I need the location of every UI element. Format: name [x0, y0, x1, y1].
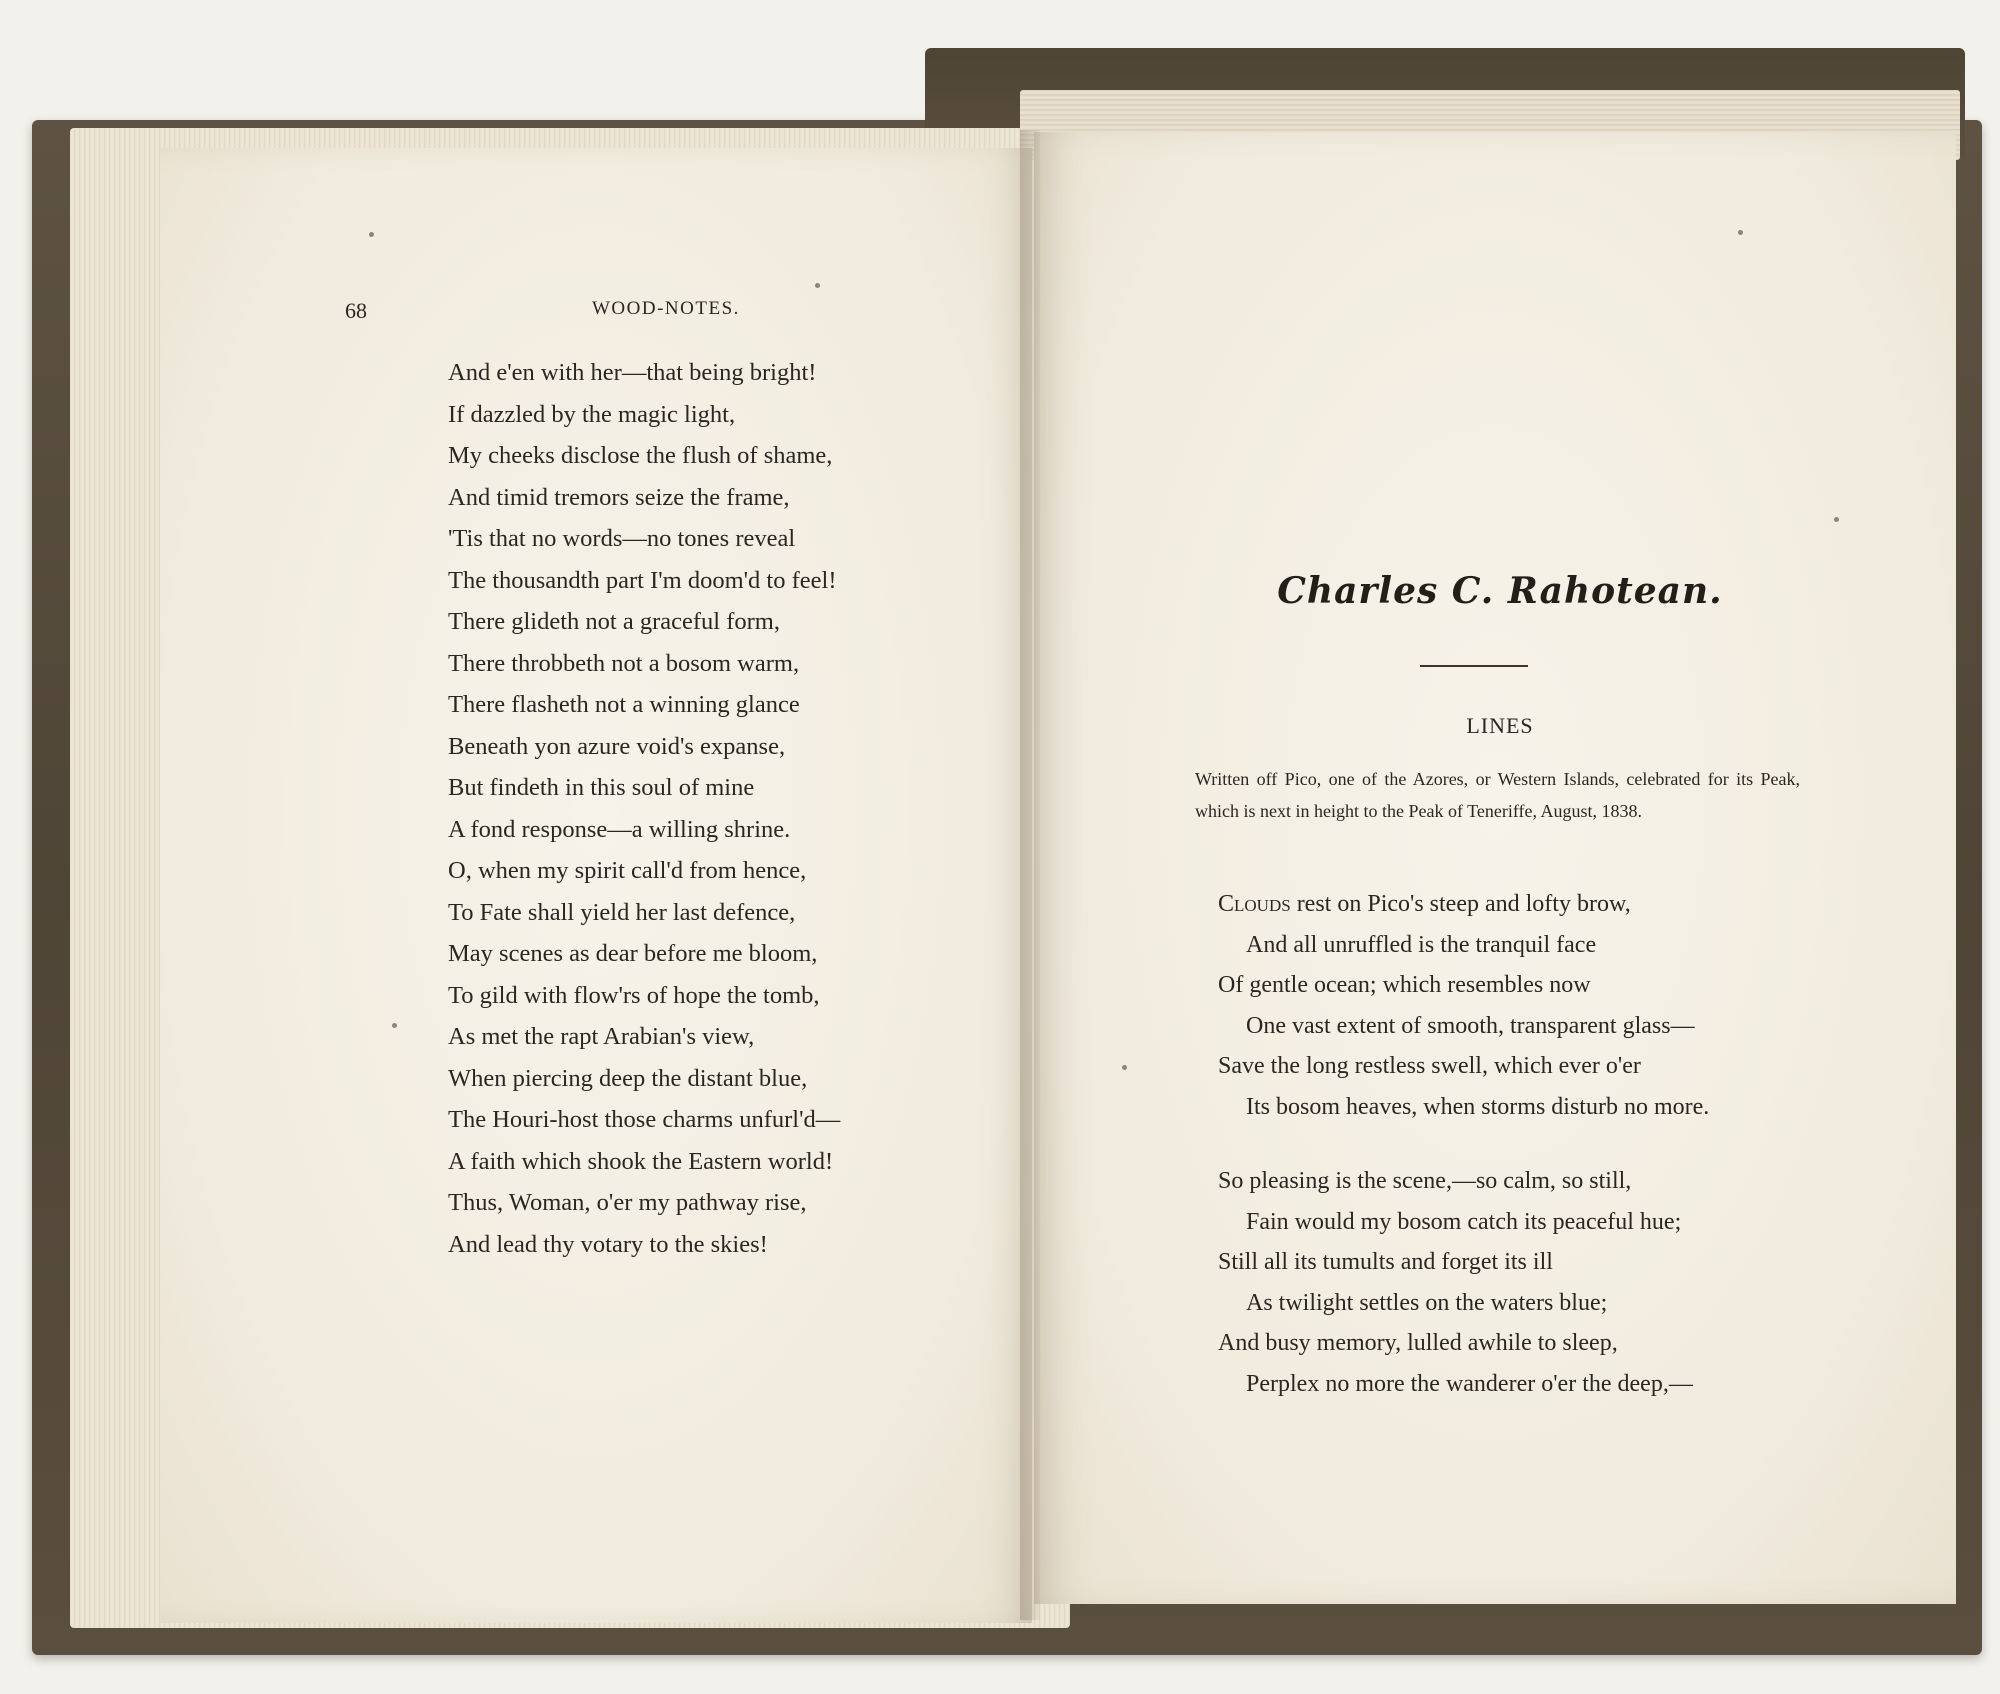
paper-speck — [1738, 230, 1743, 235]
poem-line: To Fate shall yield her last defence, — [448, 898, 796, 926]
poem-line: To gild with flow'rs of hope the tomb, — [448, 981, 820, 1009]
poem-line: And all unruffled is the tranquil face — [1246, 931, 1597, 958]
paper-speck — [1122, 1065, 1127, 1070]
poem-line: So pleasing is the scene,—so calm, so still, — [1218, 1168, 1632, 1194]
drop-word: Clouds — [1218, 891, 1291, 917]
poem-line: A faith which shook the Eastern world! — [448, 1147, 834, 1175]
poem-line: And lead thy votary to the skies! — [448, 1230, 768, 1258]
poem-line: Save the long restless swell, which ever o'er — [1218, 1053, 1641, 1079]
poem-line: Thus, Woman, o'er my pathway rise, — [448, 1189, 807, 1216]
author-heading: Charles C. Rahotean. — [1277, 570, 1723, 612]
left-poem — [448, 352, 840, 1265]
poem-line: There throbbeth not a bosom warm, — [448, 649, 800, 677]
paper-speck — [1834, 517, 1839, 522]
poem-line: And timid tremors seize the frame, — [448, 483, 790, 511]
poem-line: Still all its tumults and forget its ill — [1218, 1249, 1553, 1275]
stanza-2 — [1218, 1161, 1693, 1404]
poem-line: Beneath yon azure void's expanse, — [448, 732, 786, 760]
poem-note: Written off Pico, one of the Azores, or Western Islands, celebrated for its Peak, which is next in height to the Peak of Teneriffe, August, 1838. — [1195, 769, 1800, 821]
poem-line: Perplex no more the wanderer o'er the deep,— — [1246, 1370, 1693, 1397]
poem-line: There glideth not a graceful form, — [448, 608, 780, 635]
poem-line: As met the rapt Arabian's view, — [448, 1023, 755, 1050]
poem-line: A fond response—a willing shrine. — [448, 815, 791, 843]
poem-line: And e'en with her—that being bright! — [448, 359, 817, 386]
poem-line: Of gentle ocean; which resembles now — [1218, 972, 1591, 998]
poem-line: When piercing deep the distant blue, — [448, 1064, 808, 1092]
poem-line: As twilight settles on the waters blue; — [1246, 1289, 1608, 1316]
paper-speck — [369, 232, 374, 237]
poem-line: But findeth in this soul of mine — [448, 774, 755, 801]
poem-line: O, when my spirit call'd from hence, — [448, 857, 807, 884]
poem-line: And busy memory, lulled awhile to sleep, — [1218, 1330, 1618, 1356]
running-head: WOOD-NOTES. — [592, 298, 740, 319]
page-number: 68 — [345, 298, 367, 323]
line-text: rest on Pico's steep and lofty brow, — [1290, 891, 1631, 917]
heading-rule — [1420, 665, 1528, 667]
poem-line: 'Tis that no words—no tones reveal — [448, 525, 796, 552]
stanza-1 — [1218, 884, 1709, 1127]
paper-speck — [815, 283, 820, 288]
poem-line — [1218, 884, 1709, 925]
poem-line: May scenes as dear before me bloom, — [448, 940, 818, 967]
poem-line: My cheeks disclose the flush of shame, — [448, 442, 833, 469]
poem-line: Its bosom heaves, when storms disturb no more. — [1246, 1093, 1710, 1120]
poem-line: One vast extent of smooth, transparent glass— — [1246, 1012, 1695, 1039]
poem-title: LINES — [1466, 713, 1534, 738]
paper-speck — [392, 1023, 397, 1028]
poem-line: The Houri-host those charms unfurl'd— — [448, 1106, 841, 1133]
book-gutter — [1020, 130, 1040, 1620]
poem-line: There flasheth not a winning glance — [448, 691, 800, 718]
poem-line: If dazzled by the magic light, — [448, 400, 736, 428]
poem-line: Fain would my bosom catch its peaceful hue; — [1246, 1208, 1682, 1235]
poem-line: The thousandth part I'm doom'd to feel! — [448, 566, 837, 594]
